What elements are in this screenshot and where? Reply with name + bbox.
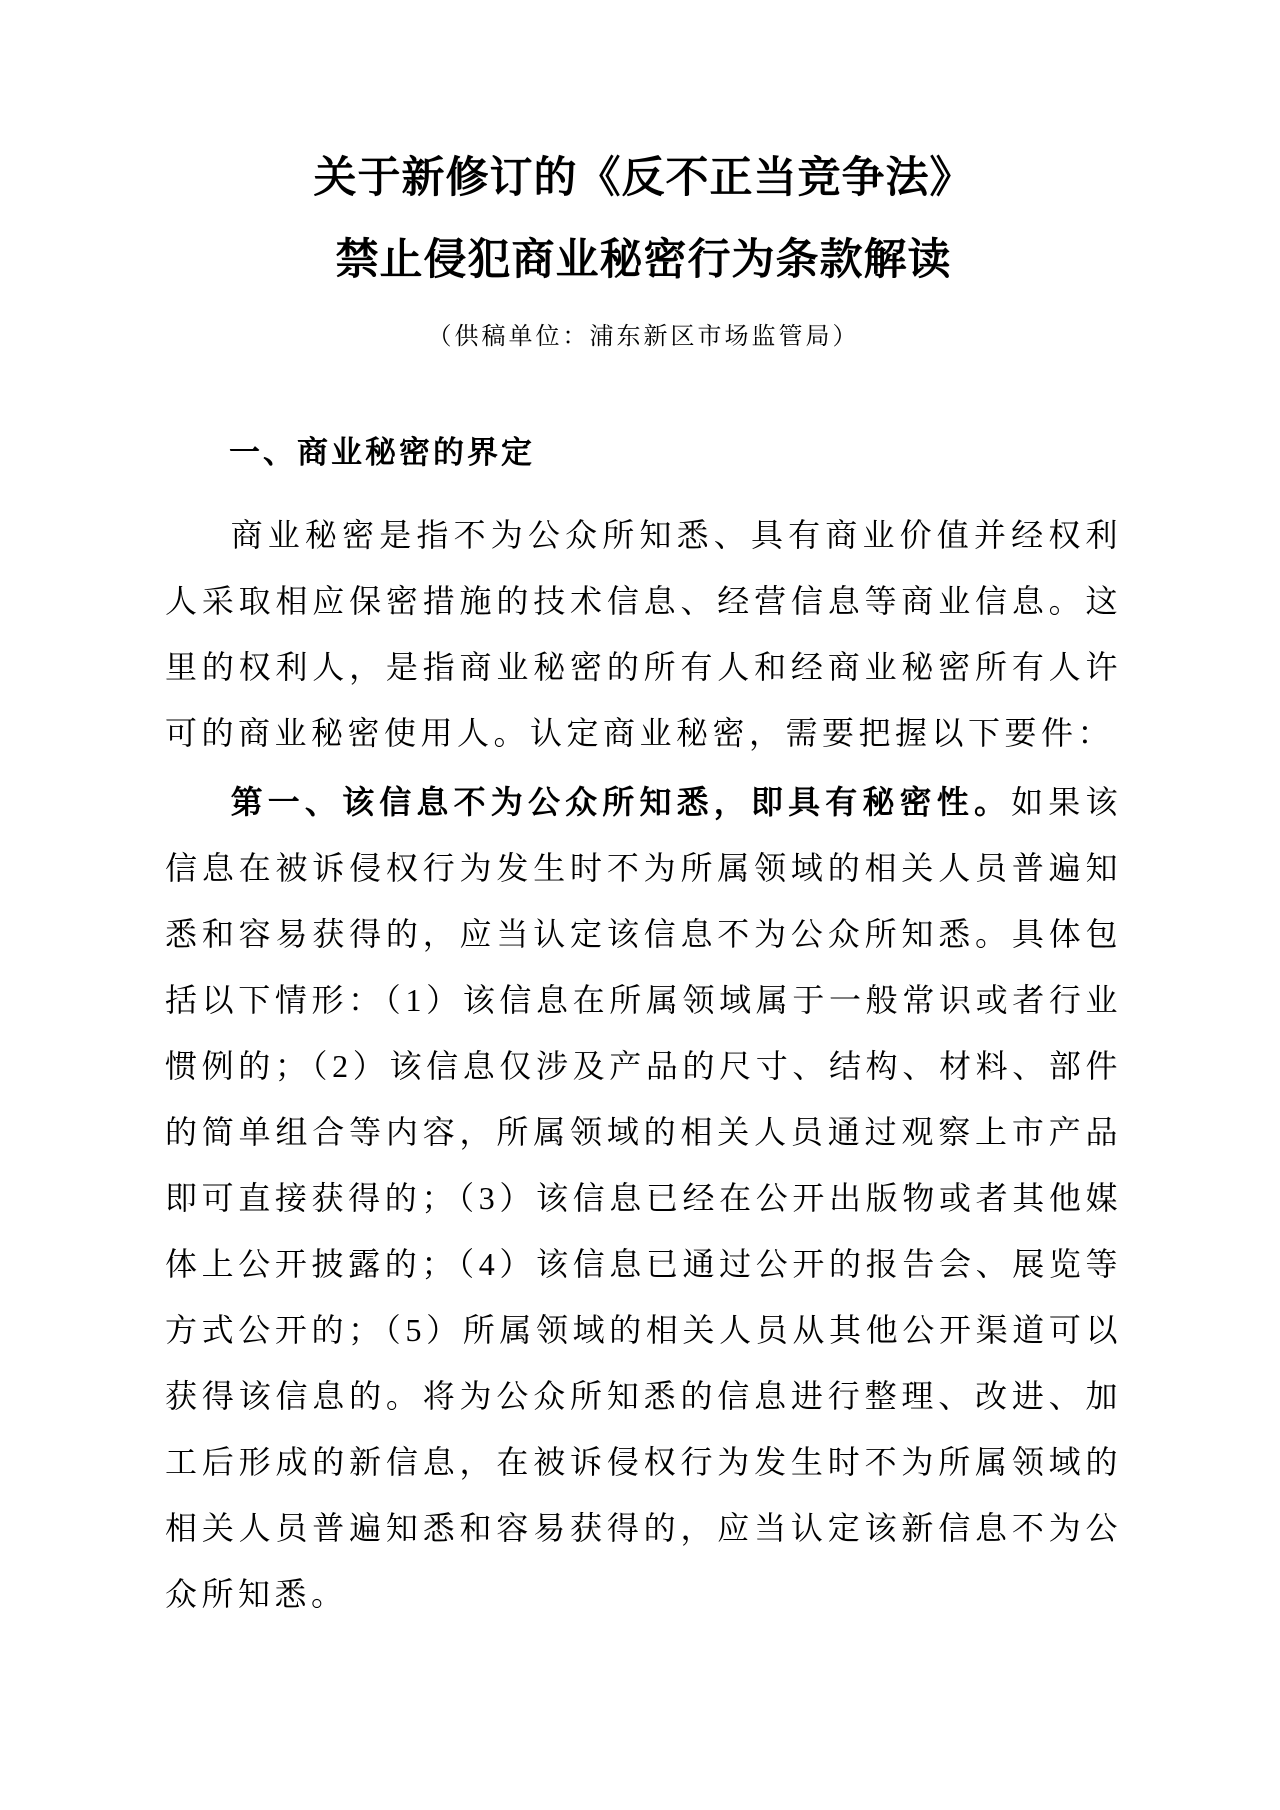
- byline: （供稿单位：浦东新区市场监管局）: [427, 324, 860, 350]
- paragraph-2-lead: 第一、该信息不为公众所知悉，即具有秘密性。: [230, 784, 1012, 820]
- section-body: [165, 502, 1122, 1627]
- paragraph-2-rest: 如果该信息在被诉侵权行为发生时不为所属领域的相关人员普遍知悉和容易获得的，应当认定该信息不为公众所知悉。具体包括以下情形：（1）该信息在所属领域属于一般常识或者行业惯例的；（2）该信息仅涉及产品的尺寸、结构、材料、部件的简单组合等内容，所属领域的相关人员通过观察上市产品即可直接获得的；（3）该信息已经在公开出版物或者其他媒体上公开披露的；（4）该信息已通过公开的报告会、展览等方式公开的；（5）所属领域的相关人员从其他公开渠道可以获得该信息的。将为公众所知悉的信息进行整理、改进、加工后形成的新信息，在被诉侵权行为发生时不为所属领域的相关人员普遍知悉和容易获得的，应当认定该新信息不为公众所知悉。: [165, 784, 1122, 1612]
- document-title-line-1: 关于新修订的《反不正当竞争法》: [313, 155, 974, 202]
- document-title: [165, 138, 1122, 302]
- paragraph-1: 商业秘密是指不为公众所知悉、具有商业价值并经权利人采取相应保密措施的技术信息、经营信息等商业信息。这里的权利人，是指商业秘密的所有人和经商业秘密所有人许可的商业秘密使用人。认定商业秘密，需要把握以下要件：: [165, 517, 1122, 751]
- section-heading: 一、商业秘密的界定: [229, 435, 535, 470]
- paragraph-2: [165, 769, 1122, 1627]
- document-title-line-2: 禁止侵犯商业秘密行为条款解读: [335, 237, 952, 284]
